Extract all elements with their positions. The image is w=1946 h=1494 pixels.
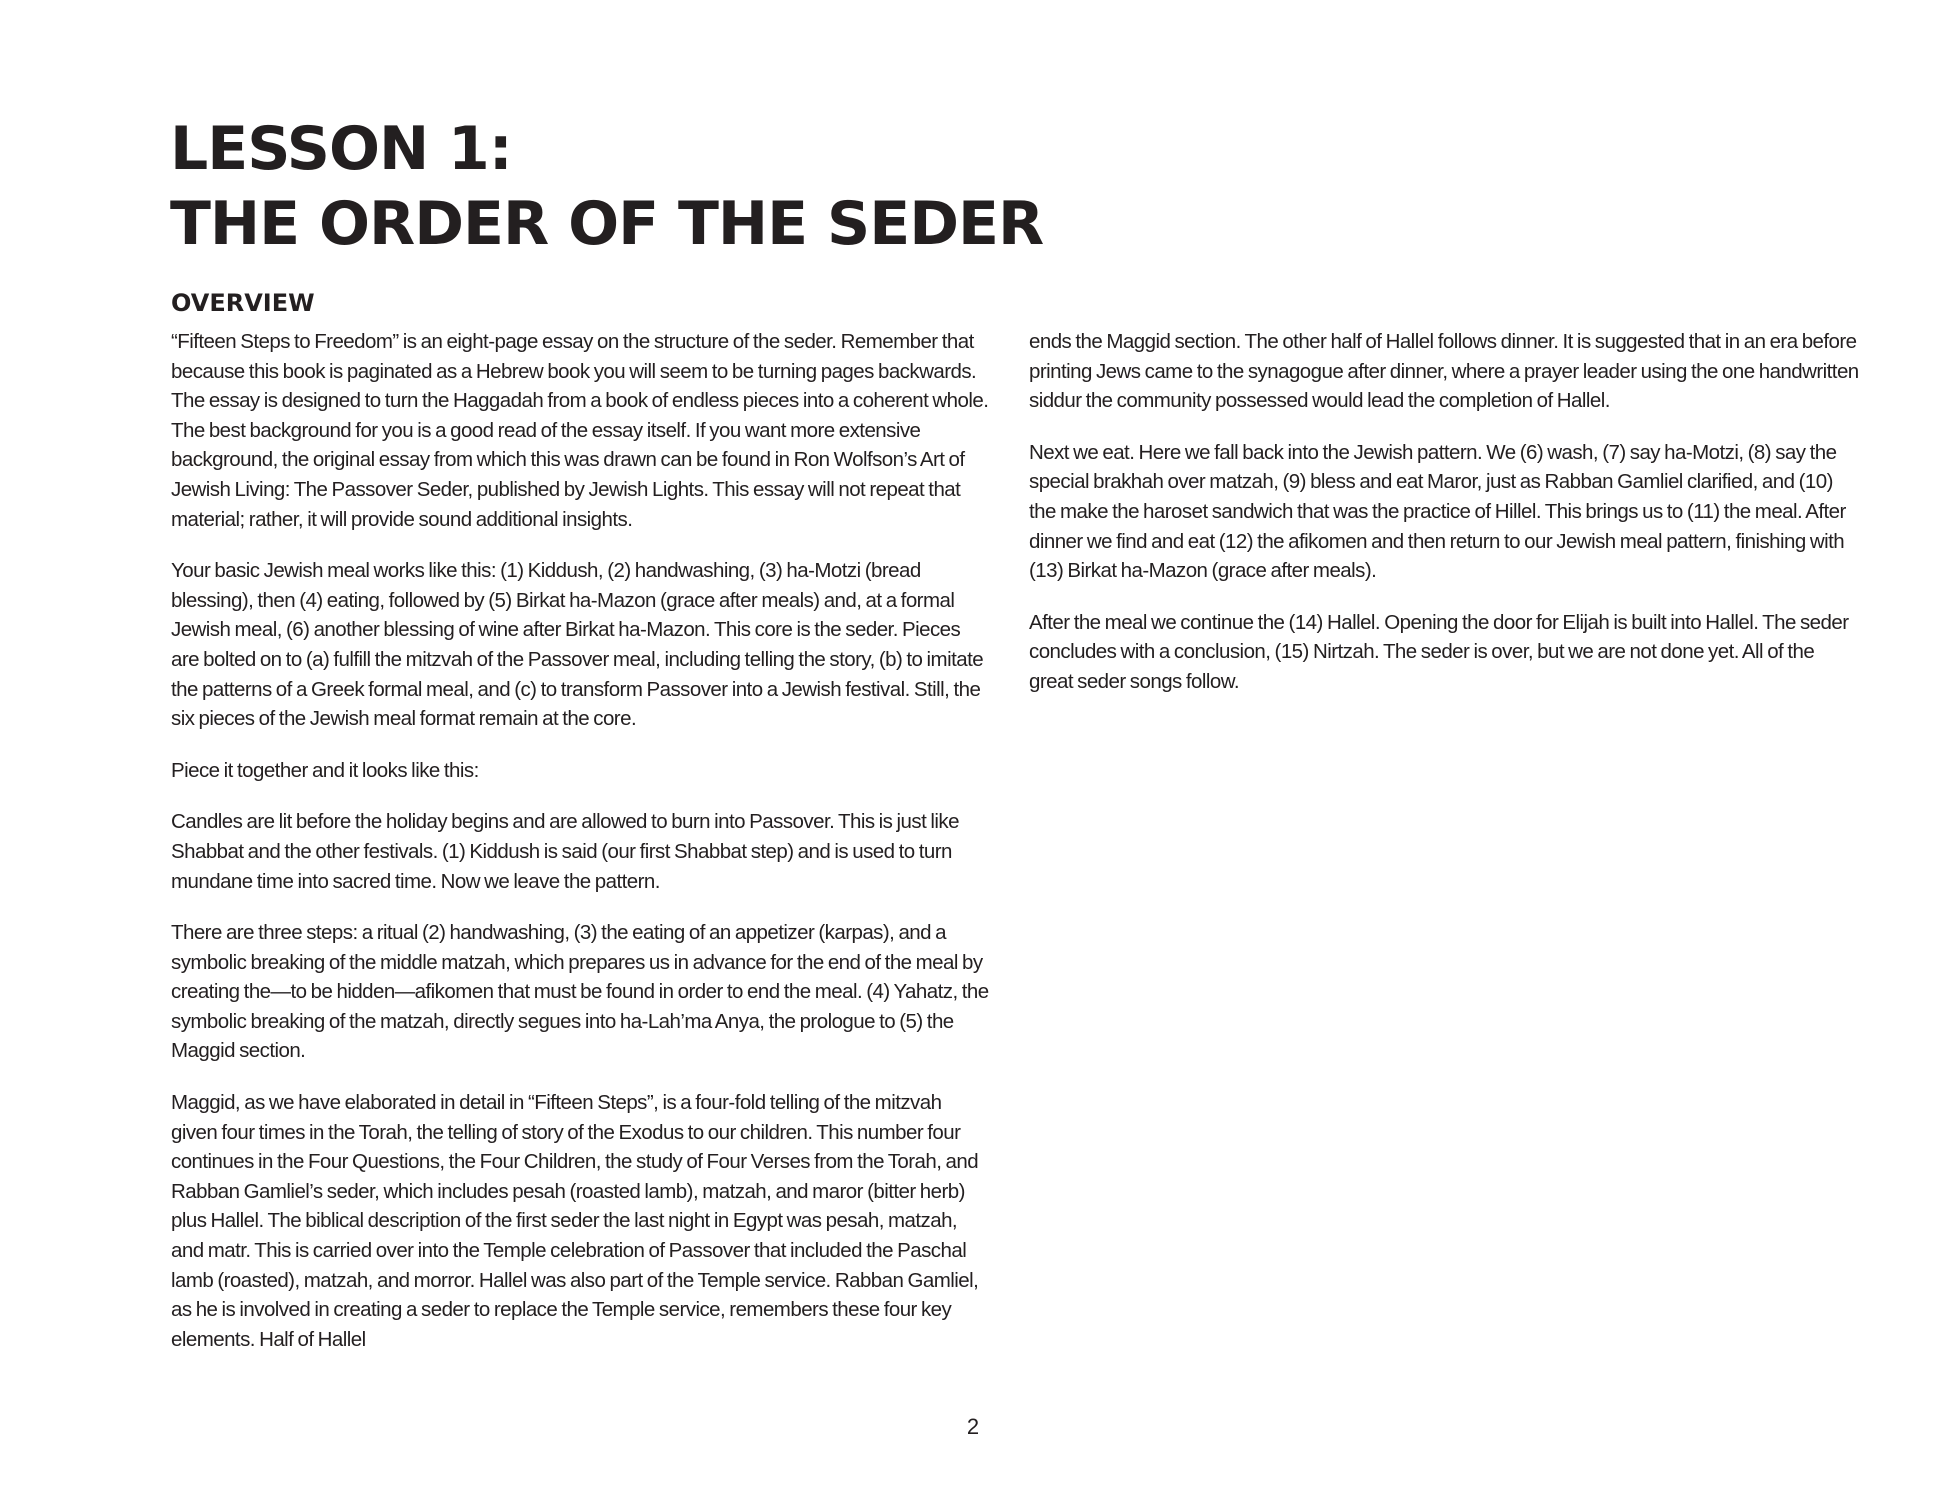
lesson-title: [170, 112, 1043, 262]
left-text-column: [171, 327, 991, 1376]
paragraph-fifteen-steps: “Fifteen Steps to Freedom” is an eight-page essay on the structure of the seder. Remember that because this book is paginated as a Hebrew book you will seem to be turning pages backwards. The essay is designed to turn the Haggadah from a book of endless pieces into a coherent whole. The best background for you is a good read of the essay itself. If you want more extensive background, the original essay from which this was drawn can be found in Ron Wolfson’s Art of Jewish Living: The Passover Seder, published by Jewish Lights. This essay will not repeat that material; rather, it will provide sound additional insights.: [171, 330, 989, 531]
lesson-title-line-2: THE ORDER OF THE SEDER: [170, 189, 1044, 259]
paragraph-next-we-eat: Next we eat. Here we fall back into the Jewish pattern. We (6) wash, (7) say ha-Motzi, (8) say the special brakhah over matzah, (9) bless and eat Maror, just as Rabban Gamliel clarified, and (10) the make the haroset sandwich that was the practice of Hillel. This brings us to (11) the meal. After dinner we find and eat (12) the afikomen and then return to our Jewish meal pattern, finishing with (13) Birkat ha-Mazon (grace after meals).: [1029, 440, 1846, 583]
paragraph-after-meal: After the meal we continue the (14) Hallel. Opening the door for Elijah is built into Hallel. The seder concludes with a conclusion, (15) Nirtzah. The seder is over, but we are not done yet. All of the great seder songs follow.: [1029, 610, 1849, 693]
paragraph-piece-together: Piece it together and it looks like this:: [171, 758, 479, 782]
paragraph-candles: Candles are lit before the holiday begins and are allowed to burn into Passover. This is just like Shabbat and the other festivals. (1) Kiddush is said (our first Shabbat step) and is used to turn mundane time into sacred time. Now we leave the pattern.: [171, 810, 959, 893]
paragraph-three-steps: There are three steps: a ritual (2) handwashing, (3) the eating of an appetizer (karpas), and a symbolic breaking of the middle matzah, which prepares us in advance for the end of the meal by creating the—to be hidden—afikomen that must be found in order to end the meal. (4) Yahatz, the symbolic breaking of the matzah, directly segues into ha-Lah’ma Anya, the prologue to (5) the Maggid section.: [171, 921, 989, 1063]
lesson-title-line-1: LESSON 1:: [170, 114, 512, 184]
page-number: 2: [966, 1414, 980, 1439]
overview-heading: OVERVIEW: [171, 289, 315, 317]
right-text-column: [1029, 327, 1859, 719]
paragraph-maggid: Maggid, as we have elaborated in detail in “Fifteen Steps”, is a four-fold telling of the mitzvah given four times in the Torah, the telling of story of the Exodus to our children. This number four continues in the Four Questions, the Four Children, the study of Four Verses from the Torah, and Rabban Gamliel’s seder, which includes pesah (roasted lamb), matzah, and maror (bitter herb) plus Hallel. The biblical description of the first seder the last night in Egypt was pesah, matzah, and matr. This is carried over into the Temple celebration of Passover that included the Paschal lamb (roasted), matzah, and morror. Hallel was also part of the Temple service. Rabban Gamliel, as he is involved in creating a seder to replace the Temple service, remembers these four key elements. Half of Hallel: [171, 1091, 979, 1351]
paragraph-ends-maggid: ends the Maggid section. The other half of Hallel follows dinner. It is suggested that in an era before printing Jews came to the synagogue after dinner, where a prayer leader using the one handwritten siddur the community possessed would lead the completion of Hallel.: [1029, 330, 1859, 413]
paragraph-basic-jewish-meal: Your basic Jewish meal works like this: (1) Kiddush, (2) handwashing, (3) ha-Motzi (bread blessing), then (4) eating, followed by (5) Birkat ha-Mazon (grace after meals) and, at a formal Jewish meal, (6) another blessing of wine after Birkat ha-Mazon. This core is the seder. Pieces are bolted on to (a) fulfill the mitzvah of the Passover meal, including telling the story, (b) to imitate the patterns of a Greek formal meal, and (c) to transform Passover into a Jewish festival. Still, the six pieces of the Jewish meal format remain at the core.: [171, 559, 984, 731]
